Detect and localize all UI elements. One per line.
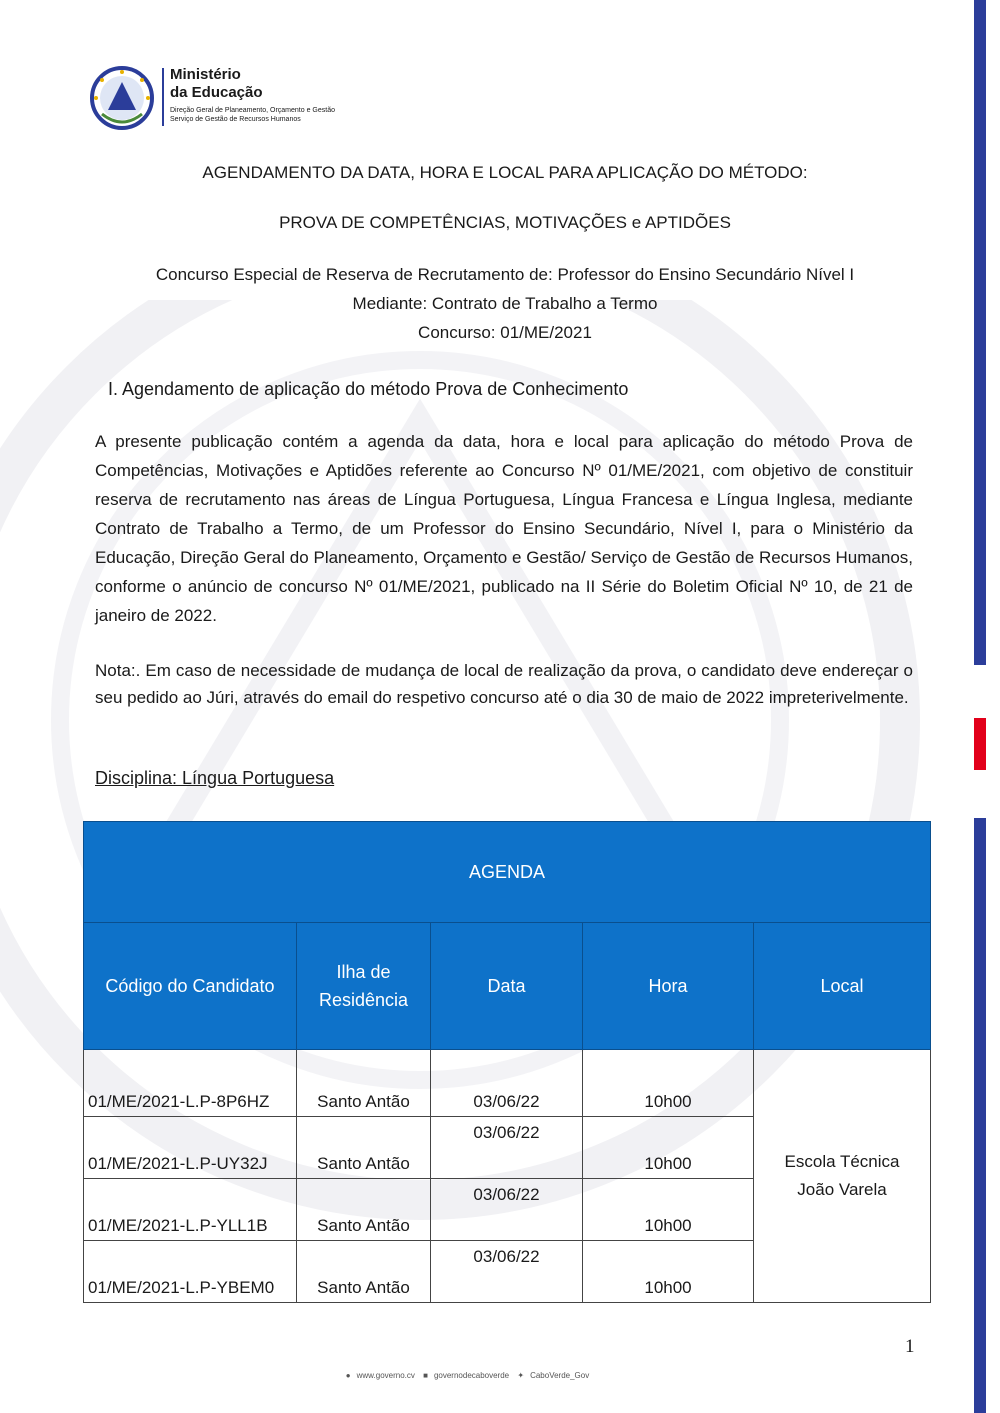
facebook-icon: ■ bbox=[423, 1371, 428, 1380]
agenda-title: AGENDA bbox=[84, 822, 931, 923]
concurso-description: Concurso Especial de Reserva de Recrutamento de: Professor do Ensino Secundário Nível I bbox=[155, 265, 855, 284]
candidate-island: Santo Antão bbox=[297, 1241, 431, 1303]
logo-ministry-name: Ministério bbox=[170, 66, 241, 83]
note-paragraph: Nota:. Em caso de necessidade de mudança de local de realização da prova, o candidato deve endereçar o seu pedido ao Júri, através do email do respetivo concurso até o dia 30 de maio de 2022 impreterivelmente. bbox=[95, 661, 913, 707]
agenda-header-row bbox=[84, 923, 931, 1050]
footer-twitter[interactable]: CaboVerde_Gov bbox=[530, 1371, 590, 1380]
candidate-code: 01/ME/2021-L.P-8P6HZ bbox=[84, 1050, 297, 1117]
exam-time: 10h00 bbox=[583, 1050, 754, 1117]
header-ilha-line1: Ilha de bbox=[336, 962, 391, 982]
header-local: Local bbox=[754, 923, 931, 1050]
candidate-island: Santo Antão bbox=[297, 1117, 431, 1179]
agenda-table bbox=[83, 821, 931, 1303]
logo-text bbox=[170, 66, 335, 124]
header-hora: Hora bbox=[583, 923, 754, 1050]
table-row bbox=[84, 1050, 931, 1117]
cabo-verde-emblem-icon bbox=[88, 64, 156, 132]
header-ilha-line2: Residência bbox=[318, 990, 409, 1010]
logo-ministry-name-2: da Educação bbox=[170, 84, 263, 101]
header-codigo: Código do Candidato bbox=[84, 923, 297, 1050]
header-ilha bbox=[297, 923, 431, 1050]
twitter-icon: ✦ bbox=[517, 1371, 525, 1380]
footer-facebook[interactable]: governodecaboverde bbox=[433, 1371, 510, 1380]
page-footer bbox=[0, 1371, 935, 1380]
globe-icon: ● bbox=[345, 1371, 351, 1380]
exam-location-line1: Escola Técnica bbox=[784, 1152, 900, 1171]
document-title: AGENDAMENTO DA DATA, HORA E LOCAL PARA APLICAÇÃO DO MÉTODO: bbox=[202, 163, 808, 182]
exam-date: 03/06/22 bbox=[431, 1050, 583, 1117]
logo-divider bbox=[162, 68, 164, 126]
logo-service: Serviço de Gestão de Recursos Humanos bbox=[170, 116, 301, 123]
candidate-island: Santo Antão bbox=[297, 1179, 431, 1241]
exam-location bbox=[754, 1050, 931, 1303]
exam-date: 03/06/22 bbox=[431, 1117, 583, 1179]
header-data: Data bbox=[431, 923, 583, 1050]
footer-website[interactable]: www.governo.cv bbox=[356, 1371, 415, 1380]
candidate-island: Santo Antão bbox=[297, 1050, 431, 1117]
side-bar-blue-bottom bbox=[974, 818, 986, 1413]
exam-date: 03/06/22 bbox=[431, 1241, 583, 1303]
candidate-code: 01/ME/2021-L.P-YLL1B bbox=[84, 1179, 297, 1241]
concurso-number: Concurso: 01/ME/2021 bbox=[418, 323, 592, 342]
document-subtitle: PROVA DE COMPETÊNCIAS, MOTIVAÇÕES e APTIDÕES bbox=[279, 213, 731, 232]
side-bar-red bbox=[974, 718, 986, 770]
discipline-heading: Disciplina: Língua Portuguesa bbox=[95, 768, 335, 788]
exam-time: 10h00 bbox=[583, 1241, 754, 1303]
exam-date: 03/06/22 bbox=[431, 1179, 583, 1241]
section-heading: I. Agendamento de aplicação do método Prova de Conhecimento bbox=[108, 379, 629, 399]
ministry-logo bbox=[88, 64, 388, 134]
candidate-code: 01/ME/2021-L.P-UY32J bbox=[84, 1117, 297, 1179]
contract-type: Mediante: Contrato de Trabalho a Termo bbox=[352, 294, 658, 313]
intro-paragraph: A presente publicação contém a agenda da data, hora e local para aplicação do método Prova de Competências, Motivações e Aptidões referente ao Concurso Nº 01/ME/2021, com objetivo de constituir reserva de recrutamento nas áreas de Língua Portuguesa, Língua Francesa e Língua Inglesa, mediante Contrato de Trabalho a Termo, de um Professor do Ensino Secundário, Nível I, para o Ministério da Educação, Direção Geral do Planeamento, Orçamento e Gestão/ Serviço de Gestão de Recursos Humanos, conforme o anúncio de concurso Nº 01/ME/2021, publicado na II Série do Boletim Oficial Nº 10, de 21 de janeiro de 2022. bbox=[95, 432, 913, 625]
logo-directorate: Direção Geral de Planeamento, Orçamento e Gestão bbox=[170, 107, 335, 114]
exam-time: 10h00 bbox=[583, 1179, 754, 1241]
exam-location-line2: João Varela bbox=[797, 1180, 887, 1199]
candidate-code: 01/ME/2021-L.P-YBEM0 bbox=[84, 1241, 297, 1303]
exam-time: 10h00 bbox=[583, 1117, 754, 1179]
page-number: 1 bbox=[905, 1336, 915, 1357]
